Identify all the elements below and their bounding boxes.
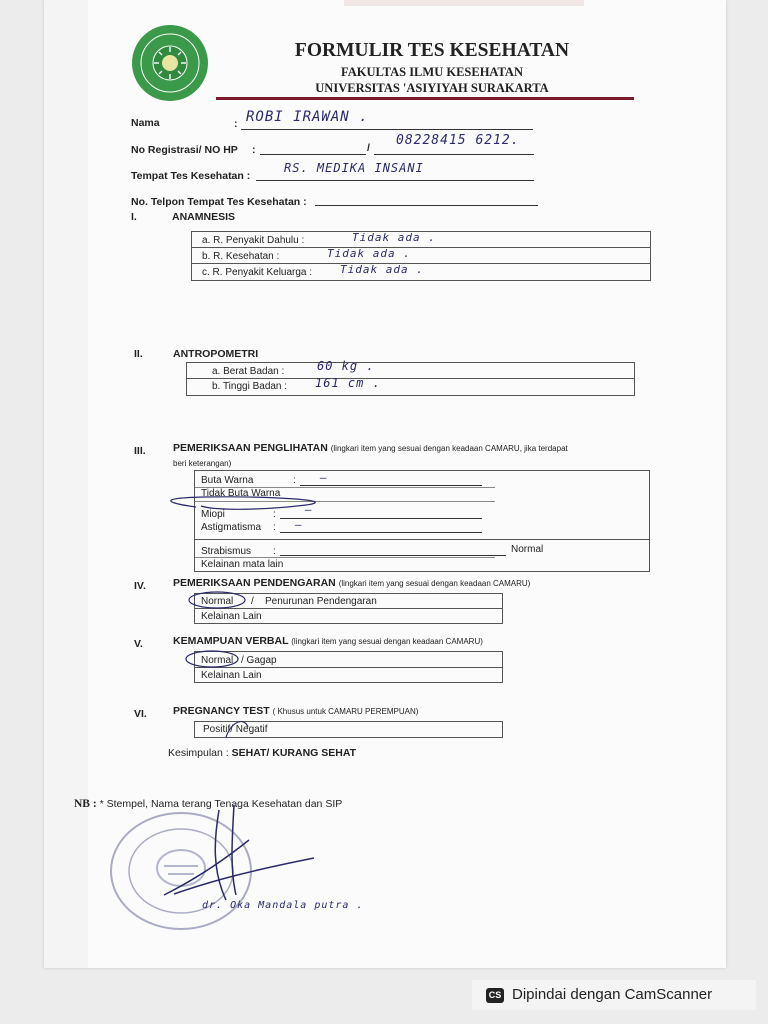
buta-warna-colon: : [293, 475, 296, 486]
astigmatisma-label: Astigmatisma [201, 522, 262, 533]
noreg-slash: / [367, 142, 370, 154]
anamnesis-value[interactable]: Tidak ada . [327, 247, 411, 260]
pendengaran-slash: / [251, 596, 254, 607]
section-3-num: III. [134, 445, 146, 457]
section-5-num: V. [134, 638, 143, 650]
antropometri-value[interactable]: 161 cm . [315, 376, 381, 390]
anamnesis-label: c. R. Penyakit Keluarga : [202, 267, 313, 278]
strabismus-colon: : [273, 546, 276, 557]
tidak-buta-warna-label: Tidak Buta Warna [201, 488, 281, 499]
form-page [44, 0, 726, 968]
astigmatisma-value[interactable]: — [295, 518, 303, 531]
scan-top-strip [344, 0, 584, 6]
section-1-title: ANAMNESIS [172, 211, 236, 223]
header-rule [216, 97, 634, 100]
section-3-heading [173, 442, 568, 454]
university-logo [129, 22, 211, 104]
antropometri-table [186, 359, 635, 396]
antropometri-label: a. Berat Badan : [212, 366, 285, 377]
buta-warna-label: Buta Warna [201, 475, 254, 486]
strabismus-label: Strabismus [201, 546, 252, 557]
nb-text: * Stempel, Nama terang Tenaga Kesehatan dan SIP [99, 798, 343, 810]
nama-label: Nama [131, 117, 160, 129]
section-6-heading [173, 705, 418, 717]
anamnesis-value[interactable]: Tidak ada . [352, 231, 436, 244]
noreg-line [260, 154, 366, 155]
cross-mark-positif [222, 717, 252, 741]
astigmatisma-colon: : [273, 522, 276, 533]
hp-line [374, 154, 534, 155]
nb-label: NB : [74, 798, 97, 810]
strabismus-line [280, 555, 506, 556]
astigmatisma-line [280, 532, 482, 533]
university-name: UNIVERSITAS 'ASIYIYAH SURAKARTA [315, 81, 549, 95]
telpon-label: No. Telpon Tempat Tes Kesehatan : [131, 196, 307, 208]
section-6-num: VI. [134, 708, 147, 720]
section-1-num: I. [131, 211, 137, 223]
anamnesis-label: b. R. Kesehatan : [202, 251, 280, 262]
anamnesis-value[interactable]: Tidak ada . [340, 263, 424, 276]
faculty-name: FAKULTAS ILMU KESEHATAN [341, 65, 523, 79]
section-6-note: ( Khusus untuk CAMARU PEREMPUAN) [272, 707, 419, 716]
section-5-heading [173, 635, 483, 647]
noreg-label: No Registrasi/ NO HP [131, 144, 238, 156]
kesimpulan-label: Kesimpulan : [168, 747, 229, 759]
verbal-normal: Normal [201, 655, 234, 666]
kesimpulan-row [168, 747, 356, 759]
nama-line [241, 129, 533, 130]
section-4-title: PEMERIKSAAN PENDENGARAN [173, 577, 336, 589]
camscanner-text: Dipindai dengan CamScanner [512, 986, 713, 1003]
miopi-label: Miopi [201, 509, 225, 520]
section-3-note2: beri keterangan) [173, 459, 232, 468]
telpon-line [315, 205, 538, 206]
antropometri-label: b. Tinggi Badan : [212, 381, 288, 392]
tempat-value[interactable]: RS. MEDIKA INSANI [284, 161, 424, 175]
circle-mark-tidak-buta-warna [156, 492, 346, 522]
section-5-title: KEMAMPUAN VERBAL [173, 635, 289, 647]
pendengaran-kelainan: Kelainan Lain [201, 611, 262, 622]
form-title: FORMULIR TES KESEHATAN [294, 40, 570, 61]
buta-warna-line [300, 485, 482, 486]
section-5-note: (lingkari item yang sesuai dengan keadaan CAMARU) [291, 637, 483, 646]
pendengaran-penurunan: Penurunan Pendengaran [265, 596, 377, 607]
noreg-colon: : [252, 144, 256, 156]
kesimpulan-value: SEHAT/ KURANG SEHAT [231, 747, 357, 759]
nama-colon: : [234, 118, 238, 130]
pendengaran-normal: Normal [201, 596, 234, 607]
verbal-gagap: / Gagap [241, 655, 277, 666]
buta-warna-value[interactable]: — [320, 471, 328, 484]
tempat-label: Tempat Tes Kesehatan : [131, 170, 251, 182]
nama-value[interactable]: ROBI IRAWAN . [246, 109, 369, 125]
section-2-title: ANTROPOMETRI [173, 348, 259, 360]
miopi-value[interactable]: — [305, 503, 313, 516]
noreg-value[interactable]: 08228415 6212. [396, 133, 520, 148]
section-2-num: II. [134, 348, 143, 360]
kelainan-mata-label: Kelainan mata lain [201, 559, 284, 570]
verbal-kelainan: Kelainan Lain [201, 670, 262, 681]
antropometri-value[interactable]: 60 kg . [317, 359, 375, 373]
circle-mark-pendengaran-normal [184, 588, 254, 612]
section-4-num: IV. [134, 580, 146, 592]
tempat-line [256, 180, 534, 181]
signature-name: dr. Oka Mandala putra . [202, 900, 364, 911]
section-4-note: (lingkari item yang sesuai dengan keadaan CAMARU) [338, 579, 531, 588]
pregnancy-options: Positif/ Negatif [203, 724, 268, 735]
section-3-title: PEMERIKSAAN PENGLIHATAN [173, 442, 328, 454]
miopi-colon: : [273, 509, 276, 520]
camscanner-icon: CS [486, 988, 504, 1003]
section-3-note: (lingkari item yang sesuai dengan keadaan CAMARU, jika terdapat [330, 444, 568, 453]
anamnesis-label: a. R. Penyakit Dahulu : [202, 235, 305, 246]
section-6-title: PREGNANCY TEST [173, 705, 270, 717]
anamnesis-table [191, 231, 651, 281]
camscanner-badge [472, 980, 756, 1010]
strabismus-normal: Normal [511, 544, 544, 555]
scan-edge [44, 0, 88, 968]
circle-mark-verbal-normal [182, 647, 252, 671]
